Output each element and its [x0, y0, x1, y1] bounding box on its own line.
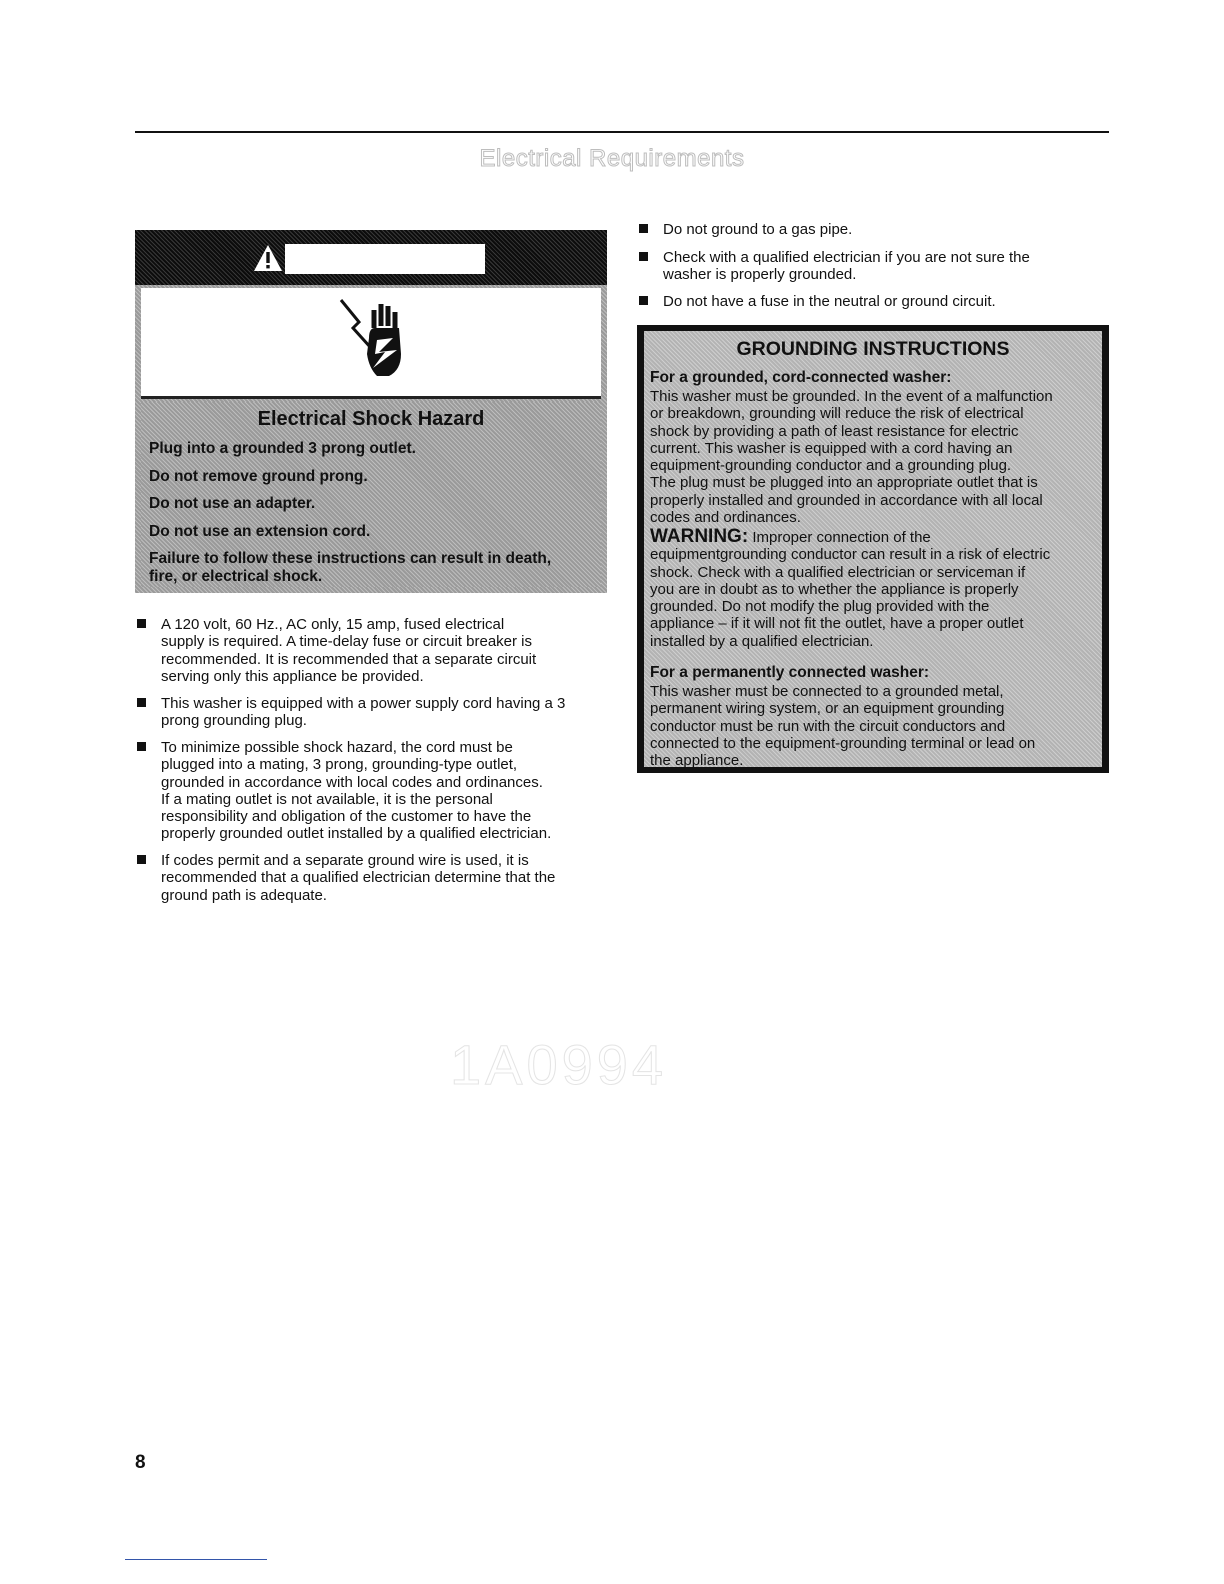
top-rule [135, 131, 1109, 133]
list-item: This washer is equipped with a power supply cord having a 3 prong grounding plug. [161, 695, 611, 730]
warning-paragraph: WARNING: Improper connection of the equipmentgrounding conductor can result in a risk of electric shock. Check with a qualified electrician or serviceman if you are in doubt as to whether the appliance is properly grounded. Do not modify the plug provided with the appliance – if it will not fit the outlet, have a proper outlet installed by a qualified electrician. [650, 526, 1051, 650]
permanently-connected-heading: For a permanently connected washer: [650, 664, 930, 681]
grounding-instructions-box [637, 325, 1109, 773]
list-item: A 120 volt, 60 Hz., AC only, 15 amp, fused electrical supply is required. A time-delay fuse or circuit breaker is recommended. It is recommended that a separate circuit serving only this appliance be provided. [161, 616, 611, 685]
bullet-square-icon [639, 224, 648, 233]
permanently-connected-text: This washer must be connected to a grounded metal, permanent wiring system, or an equipment grounding conductor must be run with the circuit conductors and connected to the equipment-grounding terminal or lead on the appliance. [650, 683, 1036, 770]
warning-line: Failure to follow these instructions can result in death, [149, 550, 552, 567]
bottom-rule [125, 1559, 267, 1560]
watermark: 1A0994 [450, 1033, 668, 1096]
list-item: Check with a qualified electrician if you are not sure the washer is properly grounded. [663, 249, 1103, 284]
warning-line: Do not use an extension cord. [149, 523, 371, 540]
warning-line: Do not use an adapter. [149, 495, 316, 512]
list-item: Do not have a fuse in the neutral or ground circuit. [663, 293, 1103, 310]
warning-box [135, 230, 607, 593]
warning-line: Plug into a grounded 3 prong outlet. [149, 440, 416, 457]
grounding-title: GROUNDING INSTRUCTIONS [736, 338, 1010, 360]
warning-header [135, 230, 607, 285]
bullet-square-icon [137, 742, 146, 751]
warning-text-panel [141, 402, 601, 587]
list-item: Do not ground to a gas pipe. [663, 221, 1103, 238]
bullet-square-icon [137, 619, 146, 628]
warning-line: Do not remove ground prong. [149, 468, 368, 485]
page-title: Electrical Requirements [479, 145, 745, 172]
warning-line: fire, or electrical shock. [149, 568, 323, 585]
electric-shock-hand-icon [141, 288, 601, 393]
list-item: If codes permit and a separate ground wire is used, it is recommended that a qualified electrician determine that the ground path is adequate. [161, 852, 611, 904]
bullet-square-icon [639, 252, 648, 261]
page-number: 8 [135, 1452, 146, 1473]
cord-connected-text: This washer must be grounded. In the event of a malfunction or breakdown, grounding will reduce the risk of electrical shock by providing a path of least resistance for electric current. This washer is equipped with a cord having an equipment-grounding conductor and a grounding plug. The plug must be plugged into an appropriate outlet that is properly installed and grounded in accordance with all local codes and ordinances. [650, 388, 1053, 527]
bullet-square-icon [137, 698, 146, 707]
warning-triangle-icon [253, 244, 283, 272]
bullet-square-icon [137, 855, 146, 864]
warning-pictogram-panel [141, 288, 601, 399]
cord-connected-heading: For a grounded, cord-connected washer: [650, 369, 952, 386]
grounding-panel [644, 331, 1102, 770]
warning-lead: WARNING: [650, 526, 749, 547]
warning-title: Electrical Shock Hazard [257, 408, 485, 430]
list-item: To minimize possible shock hazard, the cord must be plugged into a mating, 3 prong, grounding-type outlet, grounded in accordance with local codes and ordinances. If a mating outlet is not available, it is the personal responsibility and obligation of the customer to have the properly grounded outlet installed by a qualified electrician. [161, 739, 611, 843]
warning-signal-word-panel [285, 244, 485, 274]
bullet-square-icon [639, 296, 648, 305]
